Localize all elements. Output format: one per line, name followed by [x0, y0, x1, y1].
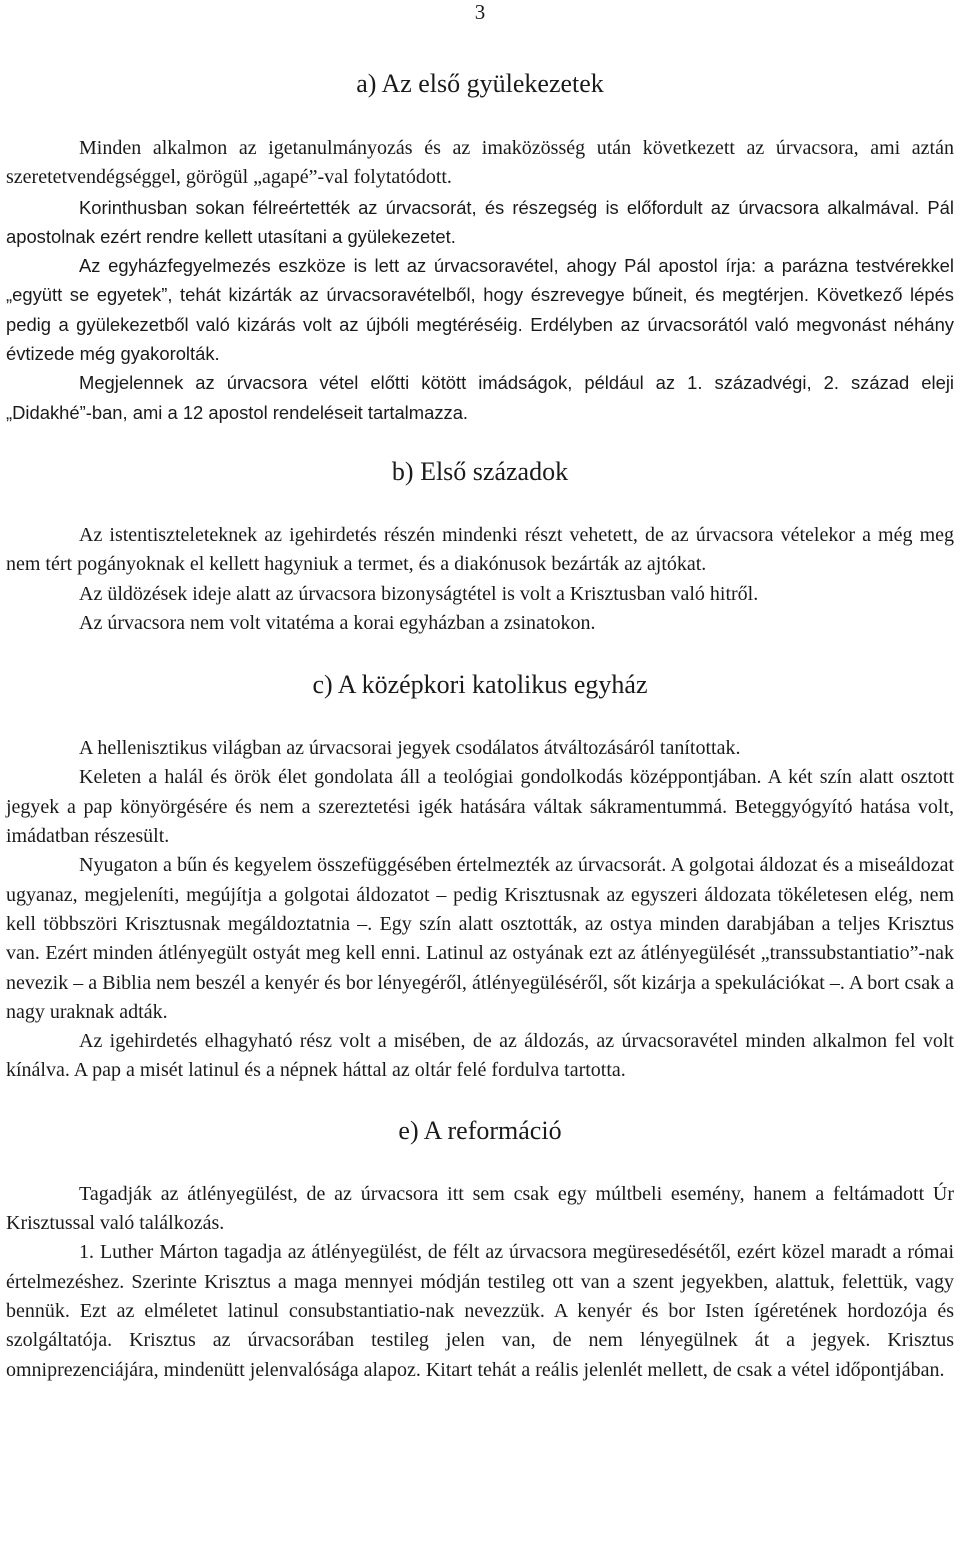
paragraph: Megjelennek az úrvacsora vétel előtti kötött imádságok, például az 1. századvégi, 2. század eleji „Didakhé”-ban, ami a 12 apostol rendeléseit tartalmazza.	[6, 372, 954, 423]
section-reformation	[6, 1115, 954, 1385]
paragraph: A hellenisztikus világban az úrvacsorai jegyek csodálatos átváltozásáról tanítottak.	[79, 737, 741, 760]
paragraph: Tagadják az átlényegülést, de az úrvacsora itt sem csak egy múltbeli esemény, hanem a feltámadott Úr Krisztussal való találkozás.	[6, 1182, 954, 1235]
section-first-congregations	[6, 68, 954, 427]
paragraph: Az üldözések ideje alatt az úrvacsora bizonyságtétel is volt a Krisztusban való hitről.	[79, 582, 759, 605]
paragraph: 1. Luther Márton tagadja az átlényegülést, de félt az úrvacsora megüresedésétől, ezért közel maradt a római értelmezéshez. Szerinte Krisztus a maga mennyei módján testileg ott van a szent jegyekben, alattuk, felettük, vagy bennük. Ezt az elméletet latinul consubstantiatio-nak nevezzük. A kenyér és bor Isten ígéretének hordozója és szolgáltatója. Krisztus az úrvacsorában testileg jelen van, de nem lényegülnek át a jegyek. Krisztus omniprezenciájára, mindenütt jelenvalósága alapoz. Kitart tehát a reális jelenlét mellett, de csak a vétel időpontjában.	[6, 1241, 954, 1381]
section-first-centuries	[6, 456, 954, 638]
section-heading: b) Első századok	[391, 456, 569, 486]
section-body	[6, 521, 954, 638]
section-body	[6, 1180, 954, 1385]
paragraph: Korinthusban sokan félreértették az úrvacsorát, és részegség is előfordult az úrvacsora alkalmával. Pál apostolnak ezért rendre kellett utasítani a gyülekezetet.	[6, 196, 954, 247]
section-body	[6, 134, 954, 427]
paragraph: Az úrvacsora nem volt vitatéma a korai egyházban a zsinatokon.	[79, 611, 596, 634]
section-heading: a) Az első gyülekezetek	[356, 69, 604, 98]
section-medieval-church	[6, 669, 954, 1086]
paragraph: Az istentiszteleteknek az igehirdetés részén mindenki részt vehetett, de az úrvacsora vételekor a még meg nem tért pogányoknak el kellett hagyniuk a termet, és a diakónusok bezárták az ajtókat.	[6, 523, 954, 576]
paragraph: Az igehirdetés elhagyható rész volt a misében, de az áldozás, az úrvacsoravétel minden alkalmon fel volt kínálva. A pap a misét latinul és a népnek háttal az oltár felé fordulva tartotta.	[6, 1030, 954, 1082]
section-heading: c) A középkori katolikus egyház	[312, 670, 648, 700]
page-number: 3	[474, 0, 486, 24]
paragraph: Nyugaton a bűn és kegyelem összefüggésében értelmezték az úrvacsorát. A golgotai áldozat és a miseáldozat ugyanaz, megjeleníti, megújítja a golgotai áldozatot – pedig Krisztusnak az egyszeri áldozata tökéletesen elég, nem kell többszöri Krisztusnak megáldoztatnia –. Egy szín alatt osztották, az ostya minden darabjában a teljes Krisztus van. Ezért minden átlényegült ostyát meg kell enni. Latinul az ostyának ezt az átlényegülését „transsubstantiatio”-nak nevezik – a Biblia nem beszél a kenyér és bor lényegéről, átlényegüléséről, sőt kizárja a spekulációkat –. A bort csak a nagy uraknak adták.	[6, 854, 954, 1023]
sans-serif-block	[6, 193, 954, 427]
section-body	[6, 734, 954, 1086]
paragraph: Keleten a halál és örök élet gondolata áll a teológiai gondolkodás középpontjában. A két szín alatt osztott jegyek a pap könyörgésére és nem a szereztetési igék hatására váltak sákramentummá. Beteggyógyító hatása volt, imádatban részesült.	[6, 766, 954, 848]
paragraph: Az egyházfegyelmezés eszköze is lett az úrvacsoravétel, ahogy Pál apostol írja: a parázna testvérekkel „együtt se egyetek”, tehát kizárták az úrvacsoravételből, hogy észrevegye bűneit, és megtérjen. Következő lépés pedig a gyülekezetből való kizárás volt az újbóli megtéréséig. Erdélyben az úrvacsorától való megvonást néhány évtizede még gyakorolták.	[6, 255, 954, 365]
section-heading: e) A reformáció	[398, 1115, 562, 1145]
document-body	[6, 68, 954, 1385]
paragraph: Minden alkalmon az igetanulmányozás és az imaközösség után következett az úrvacsora, ami aztán szeretetvendégséggel, görögül „agapé”-val folytatódott.	[6, 137, 954, 189]
